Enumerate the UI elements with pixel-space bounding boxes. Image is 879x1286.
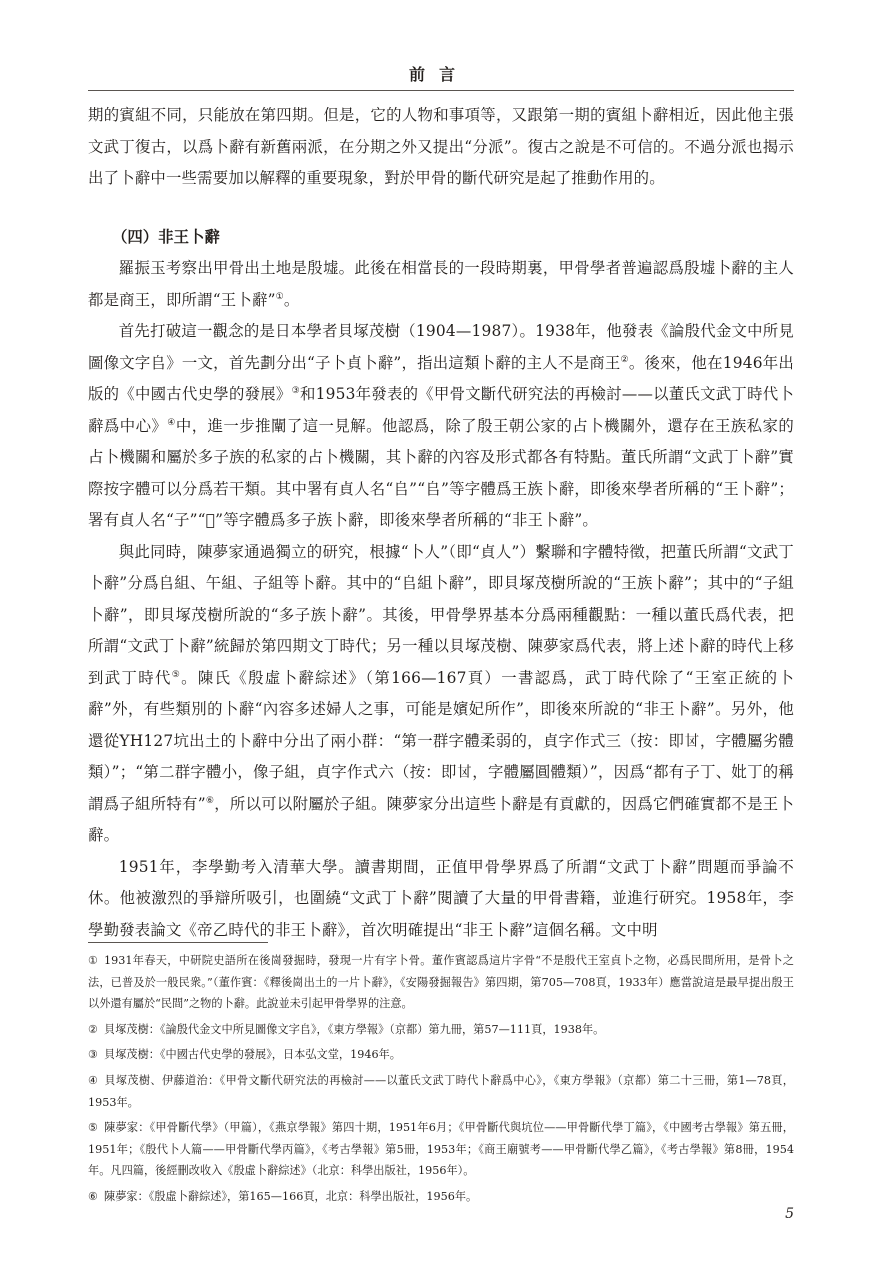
footnote-text: 1931年春天，中研院史語所在後崗發掘時，發現一片有字卜骨。董作賓認爲這片字骨“不是殷代王室貞卜之物，必爲民間所用，是骨卜之法，已普及於一般民衆。”（董作賓：《釋後崗出土的一片卜辭》，《安陽發掘報告》第四期，第705—708頁，1933年）應當說這是最早提出殷王以外還有屬於“民間”之物的卜辭。此說並未引起甲骨學界的注意。 — [88, 954, 794, 1011]
section-heading: （四）非王卜辭 — [112, 227, 220, 246]
paragraph-text: 中，進一步推闡了這一見解。他認爲，除了殷王朝公家的占卜機關外，還存在王族私家的占卜機關和屬於多子族的私家的占卜機關，其卜辭的內容及形式都各有特點。董氏所謂“文武丁卜辭”實際按字體可以分爲若干類。其中署有貞人名“𠂤”“𠂤”等字體爲王族卜辭，即後來學者所稱的“王卜辭”；署有貞人名“子”“𠫑”等字體爲多子族卜辭，即後來學者所稱的“非王卜辭”。 — [88, 416, 794, 529]
oracle-glyph-icon: 𠂤 — [150, 353, 167, 372]
footnote-ref-4[interactable]: ④ — [167, 417, 176, 428]
paragraph-text: ，所以可以附屬於子組。陳夢家分出這些卜辭是有貢獻的，因爲它們確實都不是王卜辭。 — [88, 794, 794, 844]
footnote-text: 貝塚茂樹、伊藤道治：《甲骨文斷代研究法的再檢討——以董氏文武丁時代卜辭爲中心》，《東方學報》（京都）第二十三冊，第1—78頁，1953年。 — [88, 1073, 794, 1109]
footnote — [88, 1186, 794, 1208]
footnote-text: 貝塚茂樹：《論殷代金文中所見圖像文字𠂤》，《東方學報》（京都）第九冊，第57—111頁，1938年。 — [104, 1022, 605, 1036]
page-number: 5 — [785, 1206, 794, 1222]
footnote-mark: ⑤ — [88, 1121, 99, 1135]
header-divider — [88, 90, 794, 91]
footnote-mark: ④ — [88, 1073, 99, 1087]
footnote-ref-3[interactable]: ③ — [291, 385, 300, 396]
footnote-ref-6[interactable]: ⑥ — [205, 795, 215, 806]
footnote-text: 陳夢家：《殷虛卜辭綜述》，第165—166頁，北京：科學出版社，1956年。 — [104, 1189, 478, 1203]
footnote-divider — [88, 942, 268, 943]
paragraph-text: 。 — [283, 290, 300, 309]
footnote-ref-5[interactable]: ⑤ — [171, 669, 182, 680]
footnote — [88, 1070, 794, 1113]
footnote-text: 陳夢家：《甲骨斷代學》（甲篇），《燕京學報》第四十期，1951年6月；《甲骨斷代與坑位——甲骨斷代學丁篇》，《中國考古學報》第五冊，1951年；《殷代卜人篇——甲骨斷代學丙篇》，《考古學報》第5冊，1953年；《商王廟號考——甲骨斷代學乙篇》，《考古學報》第8冊，1954年。凡四篇，後經刪改收入《殷虛卜辭綜述》（北京：科學出版社，1956年）。 — [88, 1121, 794, 1178]
paragraph-text: 與此同時，陳夢家通過獨立的研究，根據“卜人”（即“貞人”）繫聯和字體特徵，把董氏所謂“文武丁卜辭”分爲𠂤組、午組、子組等卜辭。其中的“𠂤組卜辭”，即貝塚茂樹所說的“王族卜辭”；其中的“子組卜辭”，即貝塚茂樹所說的“多子族卜辭”。其後，甲骨學界基本分爲兩種觀點：一種以董氏爲代表，把所謂“文武丁卜辭”統歸於第四期文丁時代；另一種以貝塚茂樹、陳夢家爲代表，將上述卜辭的時代上移到武丁時代 — [88, 542, 794, 687]
footnotes — [88, 950, 794, 1212]
paragraph-text: 首先打破這一觀念的是日本學者貝塚茂樹（1904—1987）。1938年，他發表《論殷代金文中所見圖像文字 — [88, 322, 794, 372]
footnote-ref-2[interactable]: ② — [620, 354, 629, 365]
footnote-mark: ② — [88, 1022, 99, 1036]
paragraph-continued: 期的賓組不同，只能放在第四期。但是，它的人物和事項等，又跟第一期的賓組卜辭相近，因此他主張文武丁復古，以爲卜辭有新舊兩派，在分期之外又提出“分派”。復古之說是不可信的。不過分派也揭示出了卜辭中一些需要加以解釋的重要現象，對於甲骨的斷代研究是起了推動作用的。 — [88, 106, 794, 187]
footnote-ref-1[interactable]: ① — [275, 291, 284, 302]
paragraph-text: 。陳氏《殷虛卜辭綜述》（第166—167頁）一書認爲，武丁時代除了“王室正統的卜辭”外，有些類別的卜辭“內容多述婦人之事，可能是嬪妃所作”，即後來所說的“非王卜辭”。另外，他還從YH127坑出土的卜辭中分出了兩小群：“第一群字體柔弱的，貞字作式三（按：即𠀠，字體屬劣體類）”；“第二群字體小，像子組，貞字作式六（按：即𠀠，字體屬圓體類）”，因爲“都有子丁、妣丁的稱謂爲子組所特有” — [88, 668, 794, 813]
paragraph-chen-mengjia — [88, 537, 794, 852]
footnote-mark: ⑥ — [88, 1189, 99, 1203]
footnote-mark: ③ — [88, 1048, 99, 1062]
paragraph-kaizuka — [88, 316, 794, 537]
paragraph-text: 和1953年發表的《甲骨文斷代研究法的再檢討——以董氏文武丁時代卜辭爲中心》 — [88, 385, 794, 435]
paragraph-text: 。後來，他在1946年出版的《中國古代史學的發展》 — [88, 353, 794, 403]
paragraph-text: 羅振玉考察出甲骨出土地是殷墟。此後在相當長的一段時期裏，甲骨學者普遍認爲殷墟卜辭的主人都是商王，即所謂“王卜辭” — [88, 259, 794, 309]
main-text — [88, 100, 794, 946]
running-header: 前言 — [408, 65, 469, 84]
footnote — [88, 1044, 794, 1066]
footnote — [88, 1117, 794, 1182]
paragraph-text: 》一文，首先劃分出“子卜貞卜辭”，指出這類卜辭的主人不是商王 — [166, 353, 621, 372]
paragraph-li-xueqin: 1951年，李學勤考入清華大學。讀書期間，正值甲骨學界爲了所謂“文武丁卜辭”問題而爭論不休。他被激烈的爭辯所吸引，也圍繞“文武丁卜辭”閱讀了大量的甲骨書籍，並進行研究。1958年，李學勤發表論文《帝乙時代的非王卜辭》，首次明確提出“非王卜辭”這個名稱。文中明 — [88, 857, 794, 939]
footnote-mark: ① — [88, 954, 99, 967]
footnote — [88, 1019, 794, 1041]
footnote — [88, 950, 794, 1015]
paragraph-luo-zhenyu — [88, 253, 794, 316]
footnote-text: 貝塚茂樹：《中國古代史學的發展》，日本弘文堂，1946年。 — [104, 1048, 401, 1062]
